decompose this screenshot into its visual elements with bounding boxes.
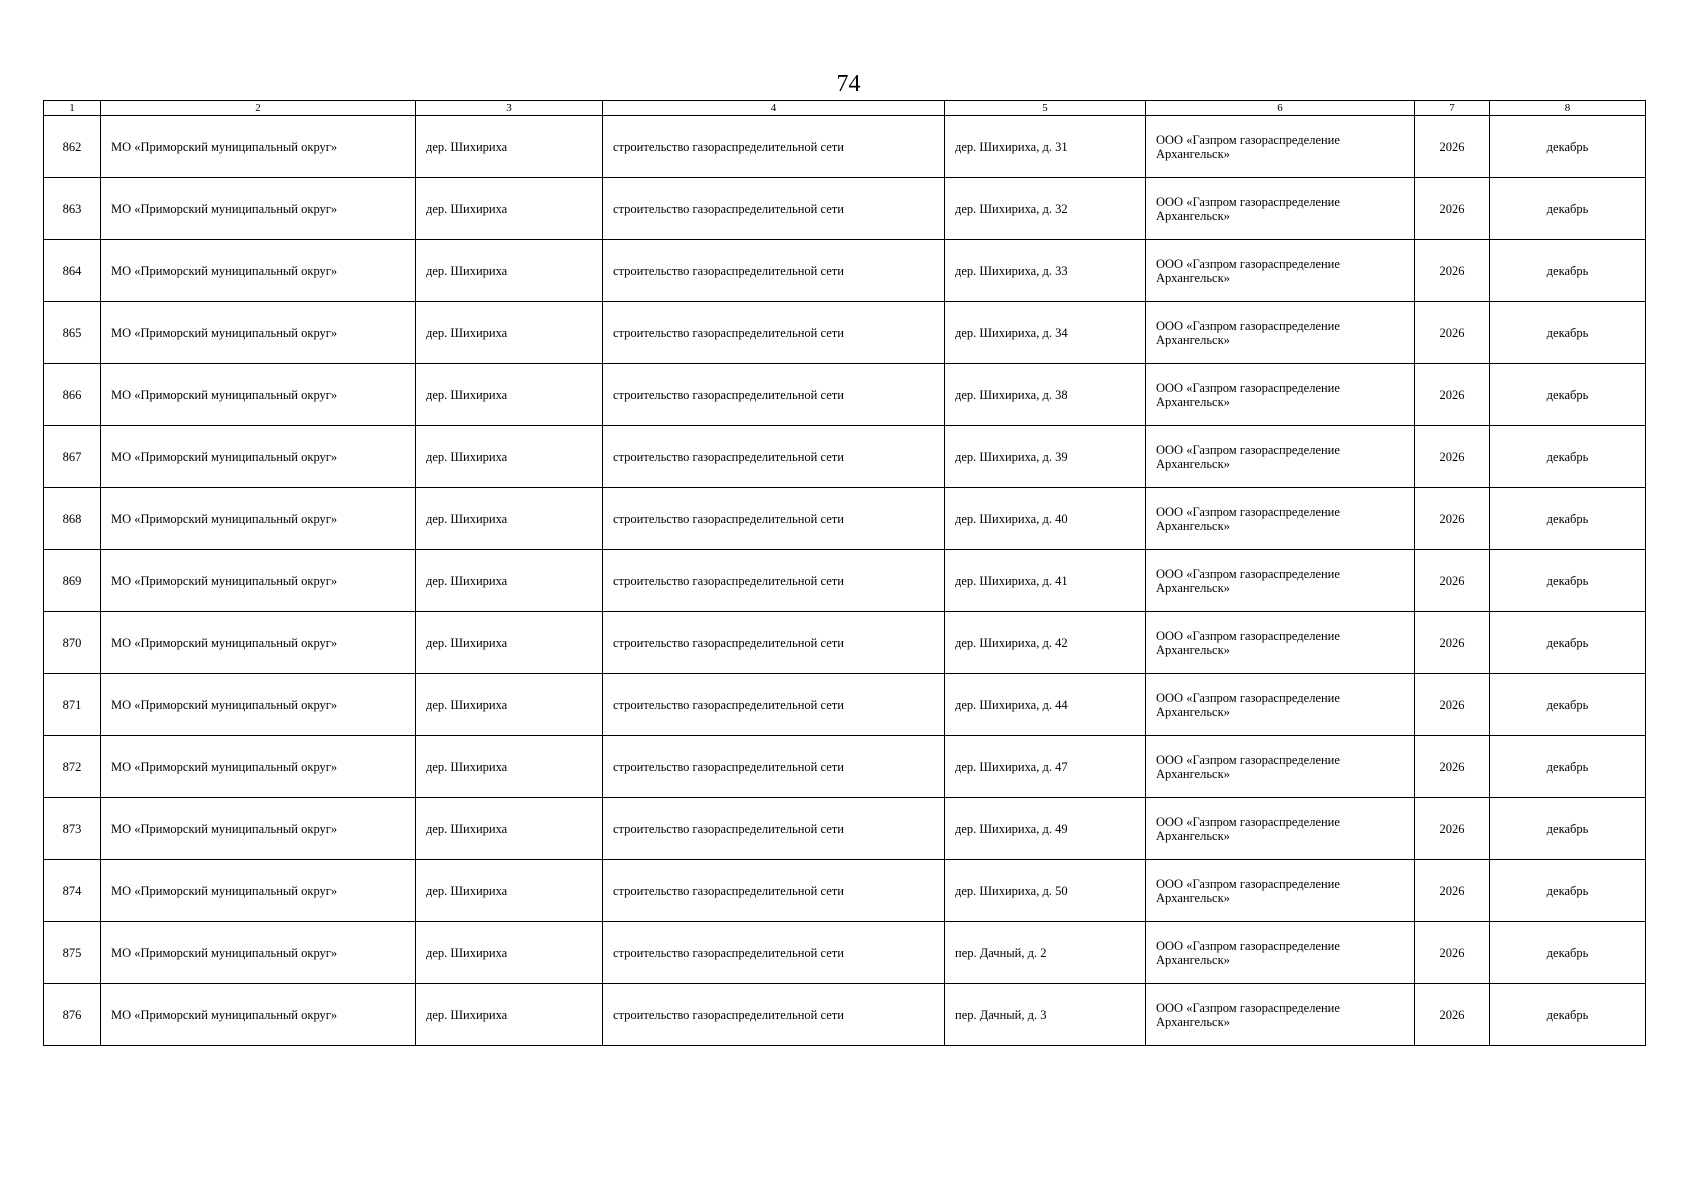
- municipality-cell: МО «Приморский муниципальный округ»: [101, 922, 416, 984]
- settlement-cell: дер. Шихириха: [416, 116, 603, 178]
- year-cell: 2026: [1415, 984, 1490, 1046]
- table-row: [44, 364, 1646, 426]
- address-cell: дер. Шихириха, д. 38: [945, 364, 1146, 426]
- organization-cell: ООО «Газпром газораспределение Архангельск»: [1146, 736, 1415, 798]
- row-number-cell: 865: [44, 302, 101, 364]
- municipality-cell: МО «Приморский муниципальный округ»: [101, 488, 416, 550]
- month-cell: декабрь: [1490, 550, 1646, 612]
- year-cell: 2026: [1415, 860, 1490, 922]
- year-cell: 2026: [1415, 240, 1490, 302]
- table-row: [44, 426, 1646, 488]
- settlement-cell: дер. Шихириха: [416, 426, 603, 488]
- work-type-cell: строительство газораспределительной сети: [603, 240, 945, 302]
- column-header-5: 5: [945, 101, 1146, 116]
- settlement-cell: дер. Шихириха: [416, 364, 603, 426]
- municipality-cell: МО «Приморский муниципальный округ»: [101, 984, 416, 1046]
- month-cell: декабрь: [1490, 302, 1646, 364]
- column-header-8: 8: [1490, 101, 1646, 116]
- row-number-cell: 862: [44, 116, 101, 178]
- gasification-table: [43, 100, 1646, 1046]
- work-type-cell: строительство газораспределительной сети: [603, 302, 945, 364]
- row-number-cell: 867: [44, 426, 101, 488]
- year-cell: 2026: [1415, 612, 1490, 674]
- settlement-cell: дер. Шихириха: [416, 240, 603, 302]
- settlement-cell: дер. Шихириха: [416, 984, 603, 1046]
- work-type-cell: строительство газораспределительной сети: [603, 116, 945, 178]
- table-row: [44, 860, 1646, 922]
- month-cell: декабрь: [1490, 798, 1646, 860]
- address-cell: пер. Дачный, д. 3: [945, 984, 1146, 1046]
- work-type-cell: строительство газораспределительной сети: [603, 922, 945, 984]
- settlement-cell: дер. Шихириха: [416, 736, 603, 798]
- row-number-cell: 873: [44, 798, 101, 860]
- organization-cell: ООО «Газпром газораспределение Архангельск»: [1146, 984, 1415, 1046]
- column-header-6: 6: [1146, 101, 1415, 116]
- month-cell: декабрь: [1490, 364, 1646, 426]
- month-cell: декабрь: [1490, 984, 1646, 1046]
- municipality-cell: МО «Приморский муниципальный округ»: [101, 860, 416, 922]
- address-cell: дер. Шихириха, д. 32: [945, 178, 1146, 240]
- year-cell: 2026: [1415, 736, 1490, 798]
- table-row: [44, 922, 1646, 984]
- table-row: [44, 674, 1646, 736]
- work-type-cell: строительство газораспределительной сети: [603, 550, 945, 612]
- address-cell: дер. Шихириха, д. 34: [945, 302, 1146, 364]
- settlement-cell: дер. Шихириха: [416, 612, 603, 674]
- organization-cell: ООО «Газпром газораспределение Архангельск»: [1146, 302, 1415, 364]
- year-cell: 2026: [1415, 302, 1490, 364]
- address-cell: дер. Шихириха, д. 50: [945, 860, 1146, 922]
- column-header-4: 4: [603, 101, 945, 116]
- work-type-cell: строительство газораспределительной сети: [603, 364, 945, 426]
- month-cell: декабрь: [1490, 736, 1646, 798]
- column-header-2: 2: [101, 101, 416, 116]
- table-body: [44, 116, 1646, 1046]
- municipality-cell: МО «Приморский муниципальный округ»: [101, 240, 416, 302]
- municipality-cell: МО «Приморский муниципальный округ»: [101, 302, 416, 364]
- municipality-cell: МО «Приморский муниципальный округ»: [101, 550, 416, 612]
- row-number-cell: 875: [44, 922, 101, 984]
- work-type-cell: строительство газораспределительной сети: [603, 488, 945, 550]
- table-row: [44, 798, 1646, 860]
- address-cell: дер. Шихириха, д. 33: [945, 240, 1146, 302]
- address-cell: дер. Шихириха, д. 31: [945, 116, 1146, 178]
- year-cell: 2026: [1415, 798, 1490, 860]
- row-number-cell: 874: [44, 860, 101, 922]
- year-cell: 2026: [1415, 364, 1490, 426]
- organization-cell: ООО «Газпром газораспределение Архангельск»: [1146, 488, 1415, 550]
- month-cell: декабрь: [1490, 488, 1646, 550]
- address-cell: дер. Шихириха, д. 47: [945, 736, 1146, 798]
- municipality-cell: МО «Приморский муниципальный округ»: [101, 674, 416, 736]
- organization-cell: ООО «Газпром газораспределение Архангельск»: [1146, 364, 1415, 426]
- table-row: [44, 736, 1646, 798]
- page-number: 74: [836, 71, 861, 97]
- organization-cell: ООО «Газпром газораспределение Архангельск»: [1146, 426, 1415, 488]
- work-type-cell: строительство газораспределительной сети: [603, 426, 945, 488]
- row-number-cell: 870: [44, 612, 101, 674]
- organization-cell: ООО «Газпром газораспределение Архангельск»: [1146, 550, 1415, 612]
- table-header: [44, 101, 1646, 116]
- table-row: [44, 488, 1646, 550]
- organization-cell: ООО «Газпром газораспределение Архангельск»: [1146, 798, 1415, 860]
- settlement-cell: дер. Шихириха: [416, 798, 603, 860]
- row-number-cell: 876: [44, 984, 101, 1046]
- municipality-cell: МО «Приморский муниципальный округ»: [101, 178, 416, 240]
- work-type-cell: строительство газораспределительной сети: [603, 860, 945, 922]
- address-cell: дер. Шихириха, д. 44: [945, 674, 1146, 736]
- work-type-cell: строительство газораспределительной сети: [603, 178, 945, 240]
- organization-cell: ООО «Газпром газораспределение Архангельск»: [1146, 860, 1415, 922]
- organization-cell: ООО «Газпром газораспределение Архангельск»: [1146, 240, 1415, 302]
- row-number-cell: 871: [44, 674, 101, 736]
- table-row: [44, 116, 1646, 178]
- year-cell: 2026: [1415, 178, 1490, 240]
- organization-cell: ООО «Газпром газораспределение Архангельск»: [1146, 674, 1415, 736]
- year-cell: 2026: [1415, 116, 1490, 178]
- organization-cell: ООО «Газпром газораспределение Архангельск»: [1146, 922, 1415, 984]
- organization-cell: ООО «Газпром газораспределение Архангельск»: [1146, 178, 1415, 240]
- municipality-cell: МО «Приморский муниципальный округ»: [101, 426, 416, 488]
- address-cell: дер. Шихириха, д. 42: [945, 612, 1146, 674]
- table-row: [44, 984, 1646, 1046]
- municipality-cell: МО «Приморский муниципальный округ»: [101, 736, 416, 798]
- settlement-cell: дер. Шихириха: [416, 922, 603, 984]
- column-number-row: [44, 101, 1646, 116]
- month-cell: декабрь: [1490, 240, 1646, 302]
- month-cell: декабрь: [1490, 922, 1646, 984]
- settlement-cell: дер. Шихириха: [416, 550, 603, 612]
- year-cell: 2026: [1415, 550, 1490, 612]
- table-row: [44, 240, 1646, 302]
- month-cell: декабрь: [1490, 178, 1646, 240]
- settlement-cell: дер. Шихириха: [416, 674, 603, 736]
- row-number-cell: 868: [44, 488, 101, 550]
- month-cell: декабрь: [1490, 860, 1646, 922]
- month-cell: декабрь: [1490, 116, 1646, 178]
- address-cell: дер. Шихириха, д. 39: [945, 426, 1146, 488]
- work-type-cell: строительство газораспределительной сети: [603, 984, 945, 1046]
- year-cell: 2026: [1415, 426, 1490, 488]
- column-header-1: 1: [44, 101, 101, 116]
- work-type-cell: строительство газораспределительной сети: [603, 612, 945, 674]
- work-type-cell: строительство газораспределительной сети: [603, 798, 945, 860]
- organization-cell: ООО «Газпром газораспределение Архангельск»: [1146, 612, 1415, 674]
- organization-cell: ООО «Газпром газораспределение Архангельск»: [1146, 116, 1415, 178]
- month-cell: декабрь: [1490, 674, 1646, 736]
- row-number-cell: 864: [44, 240, 101, 302]
- address-cell: дер. Шихириха, д. 41: [945, 550, 1146, 612]
- row-number-cell: 872: [44, 736, 101, 798]
- year-cell: 2026: [1415, 674, 1490, 736]
- table-row: [44, 302, 1646, 364]
- municipality-cell: МО «Приморский муниципальный округ»: [101, 798, 416, 860]
- row-number-cell: 863: [44, 178, 101, 240]
- work-type-cell: строительство газораспределительной сети: [603, 736, 945, 798]
- settlement-cell: дер. Шихириха: [416, 178, 603, 240]
- row-number-cell: 869: [44, 550, 101, 612]
- table-row: [44, 612, 1646, 674]
- column-header-7: 7: [1415, 101, 1490, 116]
- municipality-cell: МО «Приморский муниципальный округ»: [101, 612, 416, 674]
- municipality-cell: МО «Приморский муниципальный округ»: [101, 364, 416, 426]
- address-cell: дер. Шихириха, д. 49: [945, 798, 1146, 860]
- address-cell: дер. Шихириха, д. 40: [945, 488, 1146, 550]
- settlement-cell: дер. Шихириха: [416, 488, 603, 550]
- work-type-cell: строительство газораспределительной сети: [603, 674, 945, 736]
- row-number-cell: 866: [44, 364, 101, 426]
- settlement-cell: дер. Шихириха: [416, 302, 603, 364]
- month-cell: декабрь: [1490, 612, 1646, 674]
- year-cell: 2026: [1415, 488, 1490, 550]
- municipality-cell: МО «Приморский муниципальный округ»: [101, 116, 416, 178]
- settlement-cell: дер. Шихириха: [416, 860, 603, 922]
- year-cell: 2026: [1415, 922, 1490, 984]
- address-cell: пер. Дачный, д. 2: [945, 922, 1146, 984]
- table-row: [44, 550, 1646, 612]
- month-cell: декабрь: [1490, 426, 1646, 488]
- column-header-3: 3: [416, 101, 603, 116]
- table-row: [44, 178, 1646, 240]
